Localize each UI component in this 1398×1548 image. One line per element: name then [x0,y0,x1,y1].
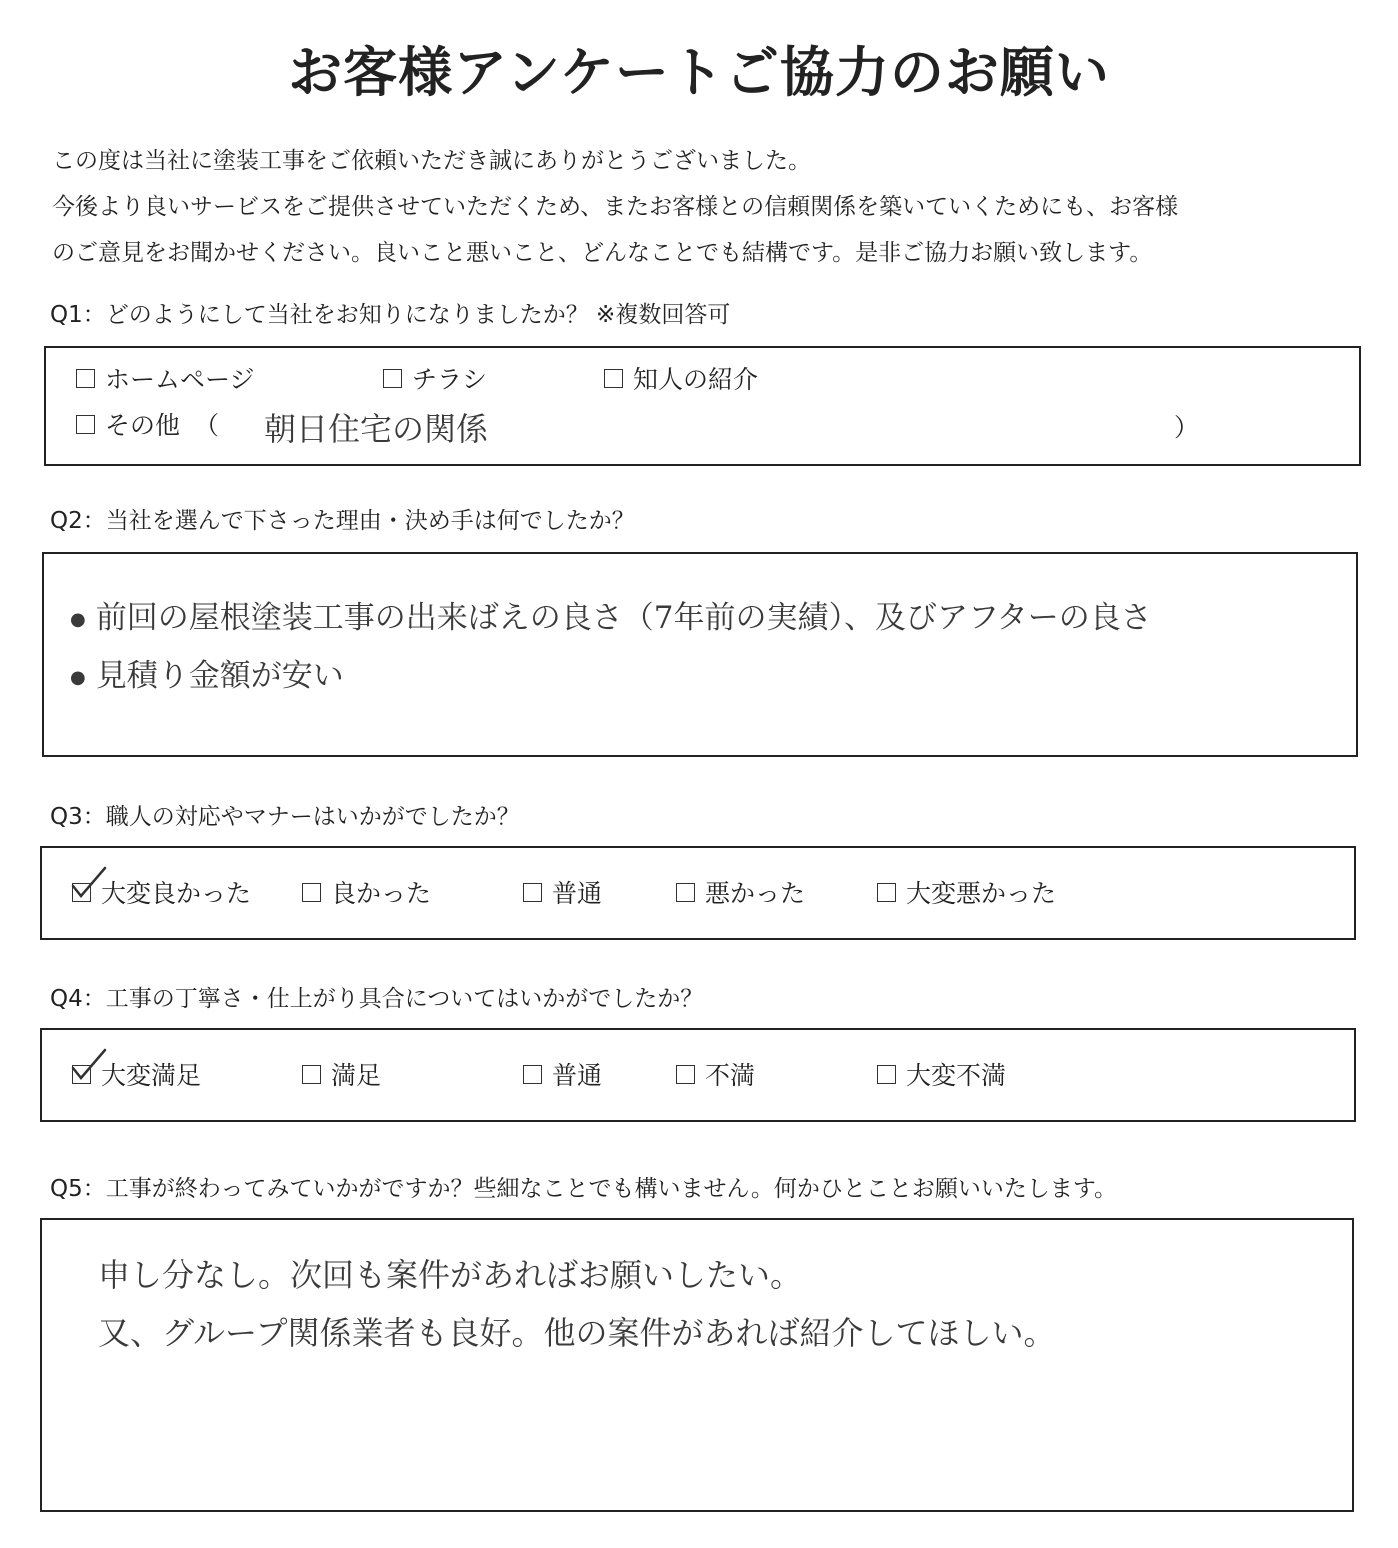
q4-option-dissatisfied[interactable]: 不満 [676,1056,755,1092]
checkbox[interactable] [523,883,542,902]
checkbox[interactable] [676,883,695,902]
q3-question: Q3：職人の対応やマナーはいかがでしたか？ [50,804,520,830]
q2-question: Q2：当社を選んで下さった理由・決め手は何でしたか？ [50,508,635,534]
q4-option-very-dissatisfied[interactable]: 大変不満 [877,1056,1006,1092]
bullet: ● [70,667,86,688]
q4-question: Q4：工事の丁寧さ・仕上がり具合についてはいかがでしたか？ [50,986,704,1012]
q1-other-answer: 朝日住宅の関係 [264,410,489,448]
q5-answer-line: 申し分なし。次回も案件があればお願いしたい。 [98,1256,803,1294]
paren-close: ） [1174,413,1200,442]
q2-answer-line: ● 前回の屋根塗装工事の出来ばえの良さ（7年前の実績）、及びアフターの良さ [70,600,1152,636]
checkbox[interactable] [383,369,402,388]
checkbox[interactable] [523,1065,542,1084]
paren-open: （ [194,411,220,440]
q3-option-very-bad[interactable]: 大変悪かった [877,874,1056,910]
q3-option-very-good[interactable]: 大変良かった [72,874,251,910]
q4-option-satisfied[interactable]: 満足 [302,1056,381,1092]
checkbox[interactable] [72,883,91,902]
checkbox[interactable] [76,415,95,434]
checkbox[interactable] [302,1065,321,1084]
q2-answer-line: ● 見積り金額が安い [70,658,344,694]
checkbox[interactable] [72,1065,91,1084]
checkbox[interactable] [877,1065,896,1084]
intro-line: のご意見をお聞かせください。良いこと悪いこと、どんなことでも結構です。是非ご協力お願い致します。 [52,240,1153,266]
q1-option-homepage[interactable]: ホームページ [76,360,255,396]
q4-answer-box [40,1028,1356,1122]
q3-option-bad[interactable]: 悪かった [676,874,805,910]
q5-question: Q5：工事が終わってみていかがですか？些細なことでも構いません。何かひとことお願いいたします。 [50,1176,1118,1202]
checkbox[interactable] [76,369,95,388]
q3-option-good[interactable]: 良かった [302,874,431,910]
bullet: ● [70,609,86,630]
q1-option-flyer[interactable]: チラシ [383,360,487,396]
q3-option-average[interactable]: 普通 [523,874,602,910]
q1-option-other[interactable]: その他 （ [76,406,219,442]
q4-option-average[interactable]: 普通 [523,1056,602,1092]
intro-text [52,138,1352,276]
q1-question: Q1：どのようにして当社をお知りになりましたか？ ※複数回答可 [50,302,731,328]
checkbox[interactable] [676,1065,695,1084]
check-mark-icon [71,1048,111,1088]
checkbox[interactable] [877,883,896,902]
checkbox[interactable] [302,883,321,902]
page-title: お客様アンケートご協力のお願い [288,41,1110,104]
q5-answer-line: 又、グループ関係業者も良好。他の案件があれば紹介してほしい。 [98,1314,1056,1352]
q1-option-referral[interactable]: 知人の紹介 [604,360,758,396]
intro-line: この度は当社に塗装工事をご依頼いただき誠にありがとうございました。 [52,148,811,174]
check-mark-icon [71,866,111,906]
intro-line: 今後より良いサービスをご提供させていただくため、またお客様との信頼関係を築いていくためにも、お客様 [52,194,1179,220]
q5-answer-box [40,1218,1354,1512]
checkbox[interactable] [604,369,623,388]
q1-answer-box [44,346,1361,466]
q2-answer-box [42,552,1358,757]
q4-option-very-satisfied[interactable]: 大変満足 [72,1056,201,1092]
q3-answer-box [40,846,1356,940]
